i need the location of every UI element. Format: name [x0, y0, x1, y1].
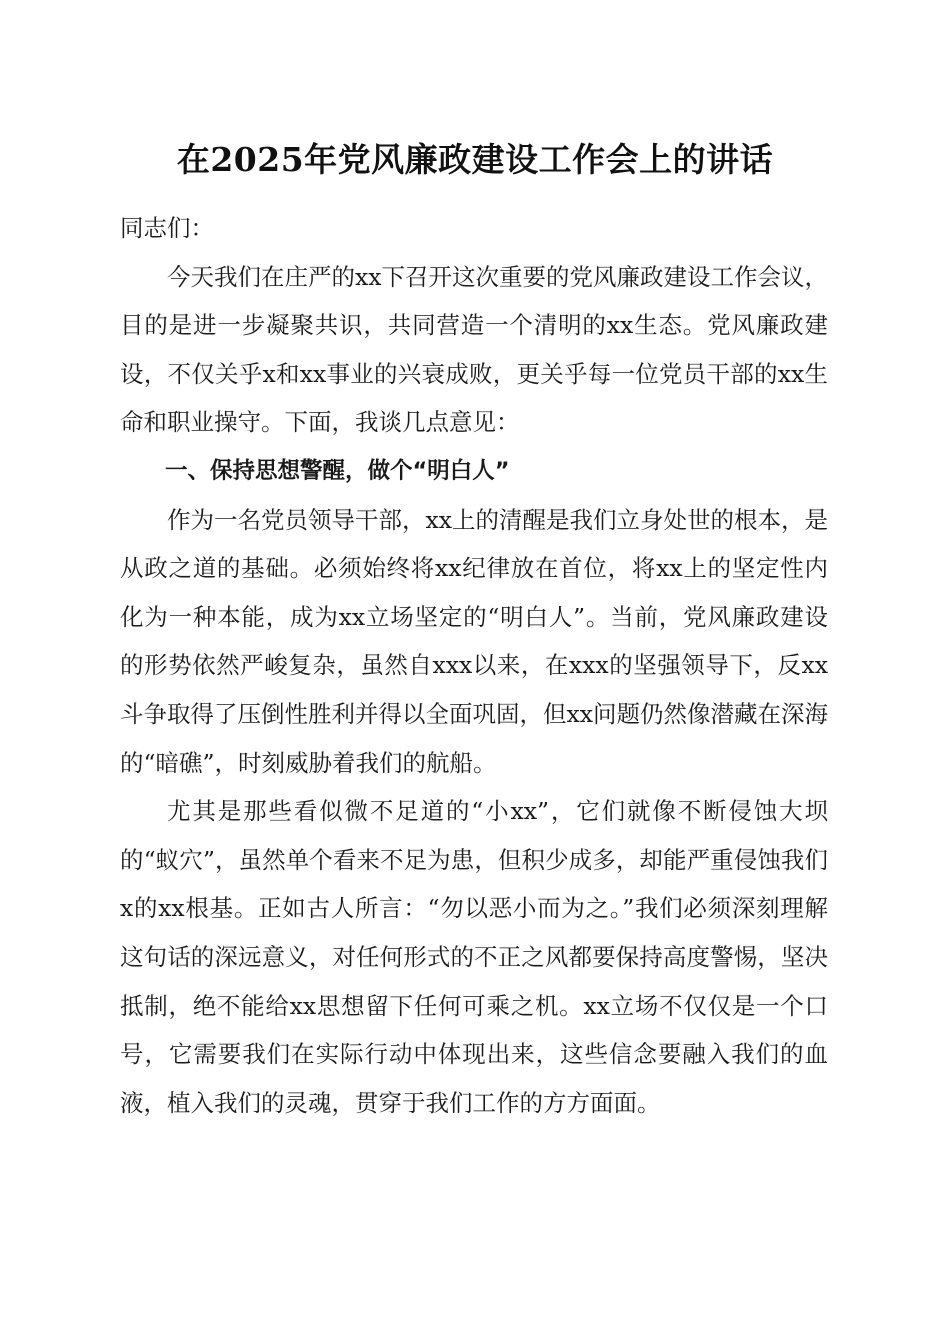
- paragraph-section1-1: 作为一名党员领导干部，xx上的清醒是我们立身处世的根本，是从政之道的基础。必须始终将xx纪律放在首位，将xx上的坚定性内化为一种本能，成为xx立场坚定的“明白人”。当前，党风廉政建设的形势依然严峻复杂，虽然自xxx以来，在xxx的坚强领导下，反xx斗争取得了压倒性胜利并得以全面巩固，但xx问题仍然像潜藏在深海的“暗礁”，时刻威胁着我们的航船。: [120, 505, 829, 777]
- document-body: [120, 204, 828, 1127]
- paragraph-section1-2: 尤其是那些看似微不足道的“小xx”，它们就像不断侵蚀大坝的“蚁穴”，虽然单个看来不足为患，但积少成多，却能严重侵蚀我们x的xx根基。正如古人所言：“勿以恶小而为之。”我们必须深刻理解这句话的深远意义，对任何形式的不正之风都要保持高度警惕，坚决抵制，绝不能给xx思想留下任何可乘之机。xx立场不仅仅是一个口号，它需要我们在实际行动中体现出来，这些信念要融入我们的血液，植入我们的灵魂，贯穿于我们工作的方方面面。: [120, 797, 828, 1117]
- section-heading-1: 一、保持思想警醒，做个“明白人”: [165, 457, 510, 484]
- salutation: 同志们：: [120, 214, 214, 242]
- document-title: 在2025年党风廉政建设工作会上的讲话: [176, 140, 774, 179]
- paragraph-intro: 今天我们在庄严的xx下召开这次重要的党风廉政建设工作会议，目的是进一步凝聚共识，共同营造一个清明的xx生态。党风廉政建设，不仅关乎x和xx事业的兴衰成败，更关乎每一位党员干部的xx生命和职业操守。下面，我谈几点意见：: [120, 262, 829, 437]
